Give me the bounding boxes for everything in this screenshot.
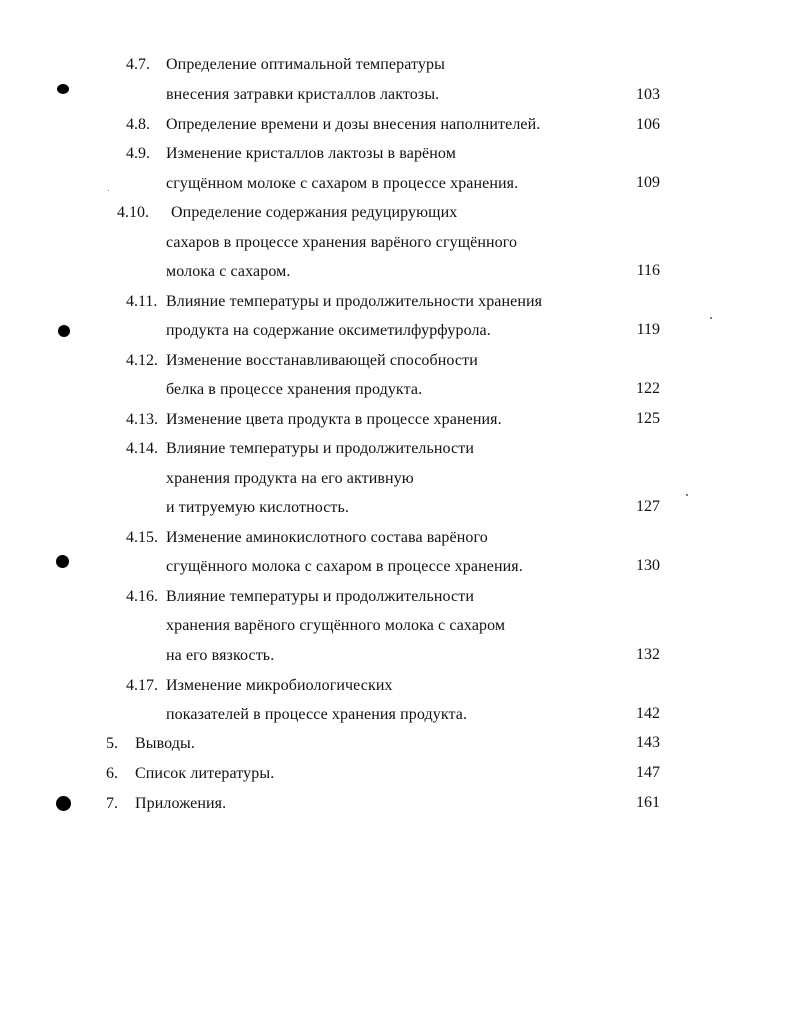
toc-title-line: белка в процессе хранения продукта. [166, 381, 423, 398]
toc-title-line: Определение времени и дозы внесения наполнителей. [166, 116, 541, 133]
scan-speck [710, 317, 712, 319]
binder-hole-mark [56, 555, 69, 568]
toc-page-number: 143 [636, 734, 660, 751]
toc-title-line: Изменение восстанавливающей способности [166, 352, 478, 369]
toc-title-line: Изменение аминокислотного состава варёного [166, 529, 488, 546]
toc-title-line: внесения затравки кристаллов лактозы. [166, 86, 440, 103]
binder-hole-mark [56, 796, 71, 811]
toc-title-line: Выводы. [135, 735, 195, 752]
toc-title-line: сгущённого молока с сахаром в процессе хранения. [166, 558, 523, 575]
toc-title-line: Влияние температуры и продолжительности хранения [166, 293, 543, 310]
toc-page-number: 125 [636, 410, 660, 427]
toc-title-line: Влияние температуры и продолжительности [166, 440, 474, 457]
toc-number: 4.7. [126, 56, 150, 73]
toc-page-number: 142 [636, 705, 660, 722]
toc-number: 4.9. [126, 145, 150, 162]
toc-title-line: Изменение микробиологических [166, 677, 393, 694]
toc-number: 4.12. [126, 352, 158, 369]
toc-page-number: 103 [636, 86, 660, 103]
toc-number: 4.17. [126, 677, 158, 694]
binder-hole-mark [58, 325, 70, 337]
toc-title-line: показателей в процессе хранения продукта. [166, 706, 468, 723]
scan-speck [686, 494, 688, 496]
toc-title-line: Изменение кристаллов лактозы в варёном [166, 145, 456, 162]
toc-page-number: 132 [636, 646, 660, 663]
toc-page-number: 122 [636, 380, 660, 397]
toc-page-number: 147 [636, 764, 660, 781]
toc-number: 5. [106, 735, 118, 752]
toc-page-number: 130 [636, 557, 660, 574]
toc-page-number: 119 [636, 321, 660, 338]
binder-hole-mark [57, 84, 69, 94]
toc-title-line: Изменение цвета продукта в процессе хранения. [166, 411, 502, 428]
toc-number: 7. [106, 795, 118, 812]
toc-title-line: Влияние температуры и продолжительности [166, 588, 474, 605]
toc-number: 4.14. [126, 440, 158, 457]
toc-title-line: сахаров в процессе хранения варёного сгущённого [166, 234, 518, 251]
toc-title-line: сгущённом молоке с сахаром в процессе хранения. [166, 175, 519, 192]
toc-title-line: на его вязкость. [166, 647, 275, 664]
toc-page-number: 161 [636, 794, 660, 811]
toc-number: 4.11. [126, 293, 158, 310]
toc-title-line: продукта на содержание оксиметилфурфурола. [166, 322, 491, 339]
toc-number: 4.13. [126, 411, 158, 428]
toc-title-line: хранения продукта на его активную [166, 470, 414, 487]
toc-title-line: Определение содержания редуцирующих [171, 204, 458, 221]
toc-number: 4.16. [126, 588, 158, 605]
toc-number: 4.8. [126, 116, 150, 133]
toc-title-line: Список литературы. [135, 765, 275, 782]
toc-title-line: молока с сахаром. [166, 263, 291, 280]
toc-page-number: 109 [636, 174, 660, 191]
toc-title-line: Приложения. [135, 795, 227, 812]
toc-title-line: хранения варёного сгущённого молока с сахаром [166, 617, 506, 634]
scan-speck [108, 190, 109, 191]
toc-title-line: и титруемую кислотность. [166, 499, 350, 516]
toc-number: 4.10. [117, 204, 149, 221]
toc-page-number: 106 [636, 116, 660, 133]
toc-title-line: Определение оптимальной температуры [166, 56, 445, 73]
toc-page-number: 127 [636, 498, 660, 515]
toc-number: 4.15. [126, 529, 158, 546]
toc-number: 6. [106, 765, 118, 782]
toc-page-number: 116 [636, 262, 660, 279]
